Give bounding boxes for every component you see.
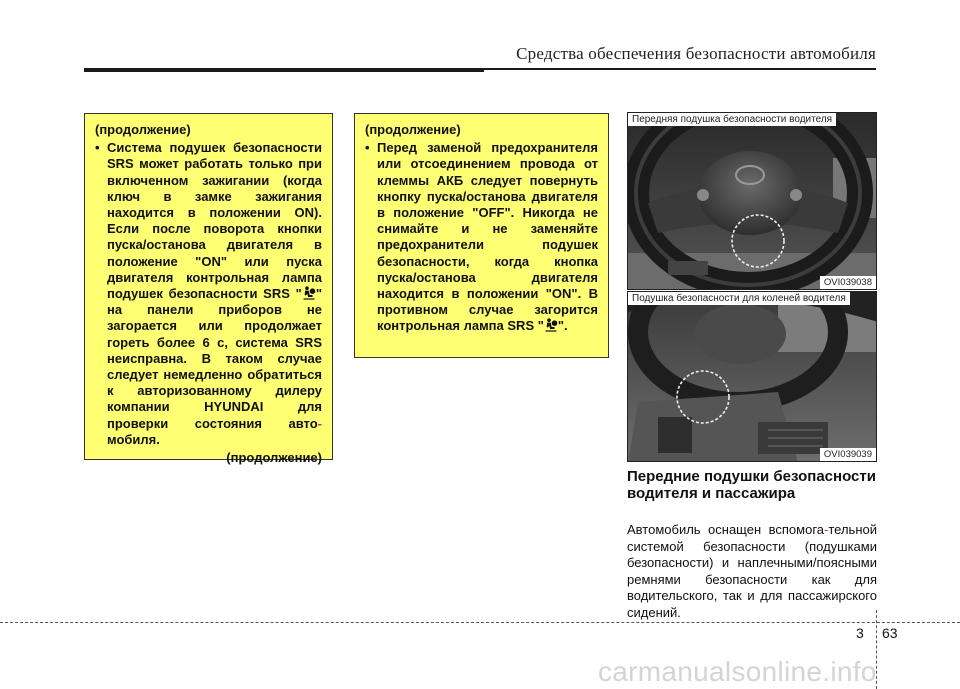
figure-driver-front-airbag: [627, 112, 877, 290]
page-header-title: Средства обеспечения безопасности автомобиля: [516, 44, 876, 63]
warning-bullet: [95, 140, 322, 448]
warning-text-part3: мобиля.: [107, 431, 160, 447]
figure-code: OVI039038: [820, 276, 876, 289]
header-rule-thick: [84, 68, 484, 72]
figure-caption: Передняя подушка безопасности водителя: [628, 113, 836, 126]
steering-wheel-illustration: [628, 113, 877, 290]
srs-warning-icon: [302, 286, 316, 300]
section-heading: Передние подушки безопасности водителя и пассажира: [627, 468, 876, 502]
knee-airbag-illustration: [628, 292, 877, 462]
hyphen-mark: -: [317, 415, 322, 431]
warning-bullet-text: [377, 140, 598, 334]
hyphen-mark: -: [824, 522, 829, 537]
watermark: carmanualsonline.info: [598, 656, 877, 687]
section-body-text: [627, 522, 877, 621]
page-number: 63: [882, 625, 898, 641]
figure-code: OVI039039: [820, 448, 876, 461]
bullet-dot: •: [95, 140, 100, 156]
warning-box-srs-ignition: [84, 113, 333, 466]
srs-warning-icon: [544, 318, 558, 332]
warning-bullet: [365, 140, 598, 334]
figure-caption: Подушка безопасности для коленей водителя: [628, 292, 850, 305]
header-rule-thin: [484, 68, 876, 70]
section-number: 3: [856, 625, 864, 641]
continued-label-top: (продолжение): [95, 122, 191, 137]
warning-text-part1: Система подушек безопасности SRS может работать только при включенном зажигании (когда ключ в замке зажигания находится в положении ON). Если после поворота кнопки пуска/останова двигателя в положение "ON" или пуска двигателя контрольная лампа подушек безопасности SRS ": [107, 140, 322, 302]
continued-label-top: (продолжение): [365, 122, 461, 137]
warning-text-part2: ".: [557, 318, 568, 334]
continued-label-bottom: (продолжение): [226, 450, 322, 466]
body-text-part1: Автомобиль оснащен вспомога: [627, 522, 825, 537]
warning-bullet-text: [107, 140, 322, 448]
footer-dashed-rule: [0, 622, 960, 623]
warning-text-part2: " на панели приборов не загорается или продолжает гореть более 6 с, система SRS неисправна. В таком случае следует немедленно обратиться к авторизованному дилеру компании HYUNDAI для проверки состояния авто: [107, 286, 322, 431]
warning-box-fuse-replacement: [354, 113, 609, 358]
warning-text-part1: Перед заменой предохранителя или отсоединением провода от клеммы АКБ следует повернуть кнопку пуска/останова двигателя в положение "OFF". Никогда не снимайте и не заменяйте предохранители подушек безопасности, когда кнопка пуска/останова двигателя находится в положении "ON". В противном случае загорится контрольная лампа SRS ": [377, 140, 598, 334]
bullet-dot: •: [365, 140, 370, 156]
body-text-part2: тельной системой безопасности (подушками безопасности) и наплечными/поясными ремнями безопасности как для водительского, так и для пассажирского сидений.: [627, 522, 877, 620]
figure-driver-knee-airbag: [627, 291, 877, 462]
